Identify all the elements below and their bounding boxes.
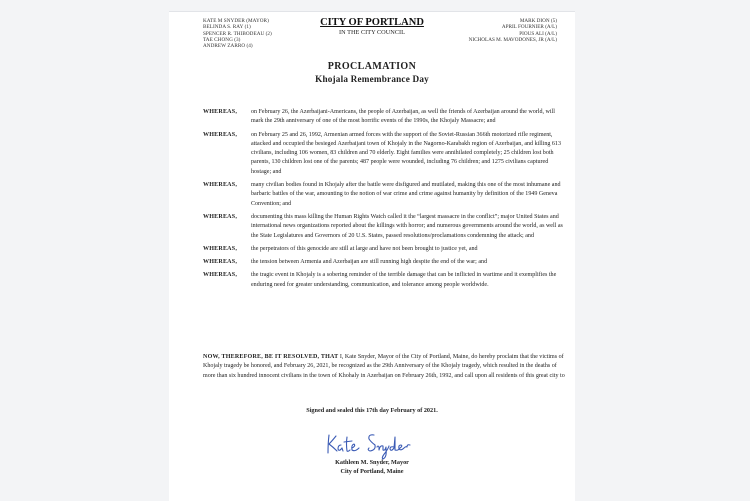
proclamation-title: PROCLAMATION [327,61,417,72]
council-member: BELINDA S. RAY (1) [203,24,251,31]
signature-stroke [329,436,337,451]
whereas-label: WHEREAS, [203,131,238,138]
whereas-clause [203,271,565,290]
whereas-clause [203,108,565,127]
resolution-text: I, Kate Snyder, Mayor of the City of Portland, Maine, do hereby proclaim that the victims of Khojaly tragedy be honored, and February 26, 2021, be recognized as the 29th Anniversary of the Khojaly tragedy, which resulted in the deaths of more than six hundred innocent civilians in the town of Khohaly in Azerbaijan on February 26th, 1992, and call upon all residents of this great city to [203,354,565,379]
signed-sealed-line: Signed and sealed this 17th day February of 2021. [306,407,438,414]
signature-stroke [352,444,359,451]
resolution-lead: NOW, THEREFORE, BE IT RESOLVED, THAT [203,354,339,360]
whereas-clause [203,245,565,254]
clause-text: many civilian bodies found in Khojaly after the battle were disfigured and mutilated, making this one of the most inhumane and barbaric battles of the war, amounting to the notion of war crime and crime against humanity by definition of the 1949 Geneva Convention; and [251,182,561,207]
whereas-label: WHEREAS, [203,213,238,220]
whereas-clause [203,213,565,241]
signature-stroke [377,446,389,459]
signer-title: City of Portland, Maine [340,467,404,475]
whereas-label: WHEREAS, [203,272,238,279]
signature-stroke [390,437,410,450]
whereas-label: WHEREAS, [203,245,238,252]
council-members-right [469,18,557,43]
council-member: ANDREW ZARRO (4) [203,43,253,50]
council-member: APRIL FOURNIER (A/L) [501,24,557,31]
clause-text: on February 26, the Azerbaijani-Americans, the people of Azerbaijan, as well the friends of Azerbaijan around the world, will mark the 29th anniversary of one of the most horrific events of the 1990s, the Khojaly Massacre; and [251,109,555,125]
signature-image [319,427,419,461]
resolution-paragraph [203,353,565,381]
proclamation-subtitle: Khojala Remembrance Day [315,74,429,84]
clause-text: the tension between Armenia and Azerbaijan are still running high despite the end of the war; and [251,259,488,266]
clause-text: on February 25 and 26, 1992, Armenian armed forces with the support of the Soviet-Russian 366th motorized rifle regiment, attacked and occupied the besieged Azerbaijani town of Khojaly in the Nagorno-Karabakh region of Azerbaijan, and killing 613 civilians, including 106 women, 83 children and 70 elderly. Eight families were annihilated completely; 25 children lost both parents, 130 children lost one of the parents; 487 people were wounded, including 76 children; and 1275 civilians captured hostage; and [251,131,561,175]
council-member: PIOUS ALI (A/L) [519,30,557,37]
signer-name: Kathleen M. Snyder, Mayor [335,459,409,466]
council-member: KATE M SNYDER (MAYOR) [203,18,269,24]
whereas-label: WHEREAS, [203,182,238,189]
city-subtitle: IN THE CITY COUNCIL [339,29,405,36]
council-member: SPENCER R. THIBODEAU (2) [203,30,272,37]
whereas-label: WHEREAS, [203,259,238,266]
signature-stroke [368,435,375,451]
whereas-label: WHEREAS, [203,109,238,115]
city-title: CITY OF PORTLAND [320,17,424,28]
signer-block [169,459,575,476]
document-page [169,11,575,501]
proclamation-heading [169,61,575,85]
whereas-clause [203,181,565,209]
clause-text: the tragic event in Khojaly is a sobering reminder of the terrible damage that can be inflicted in wartime and it exemplifies the enduring need for greater understanding, communication, and tolerance among people worldwide. [251,272,557,288]
council-member: TAE CHONG (3) [203,36,241,43]
council-member: MARK DION (5) [519,18,557,24]
clause-text: the perpetrators of this genocide are still at large and have not been brought to justice yet, and [251,245,478,252]
council-member: NICHOLAS M. MAVODONES, JR (A/L) [468,36,557,43]
clause-text: documenting this mass killing the Human Rights Watch called it the “largest massacre in the conflict”; major United States and international news organizations reported about the killings with horror; and numerous governments around the world, as well as the State Legislatures and Governors of 20 U.S. States, passed resolutions/proclamations condemning the attack; and [251,213,563,239]
whereas-clause [203,258,565,267]
whereas-clause [203,131,565,177]
whereas-clauses [203,108,565,294]
signature-stroke [344,441,352,442]
signature-stroke [338,445,343,451]
signature-stroke [347,437,351,451]
